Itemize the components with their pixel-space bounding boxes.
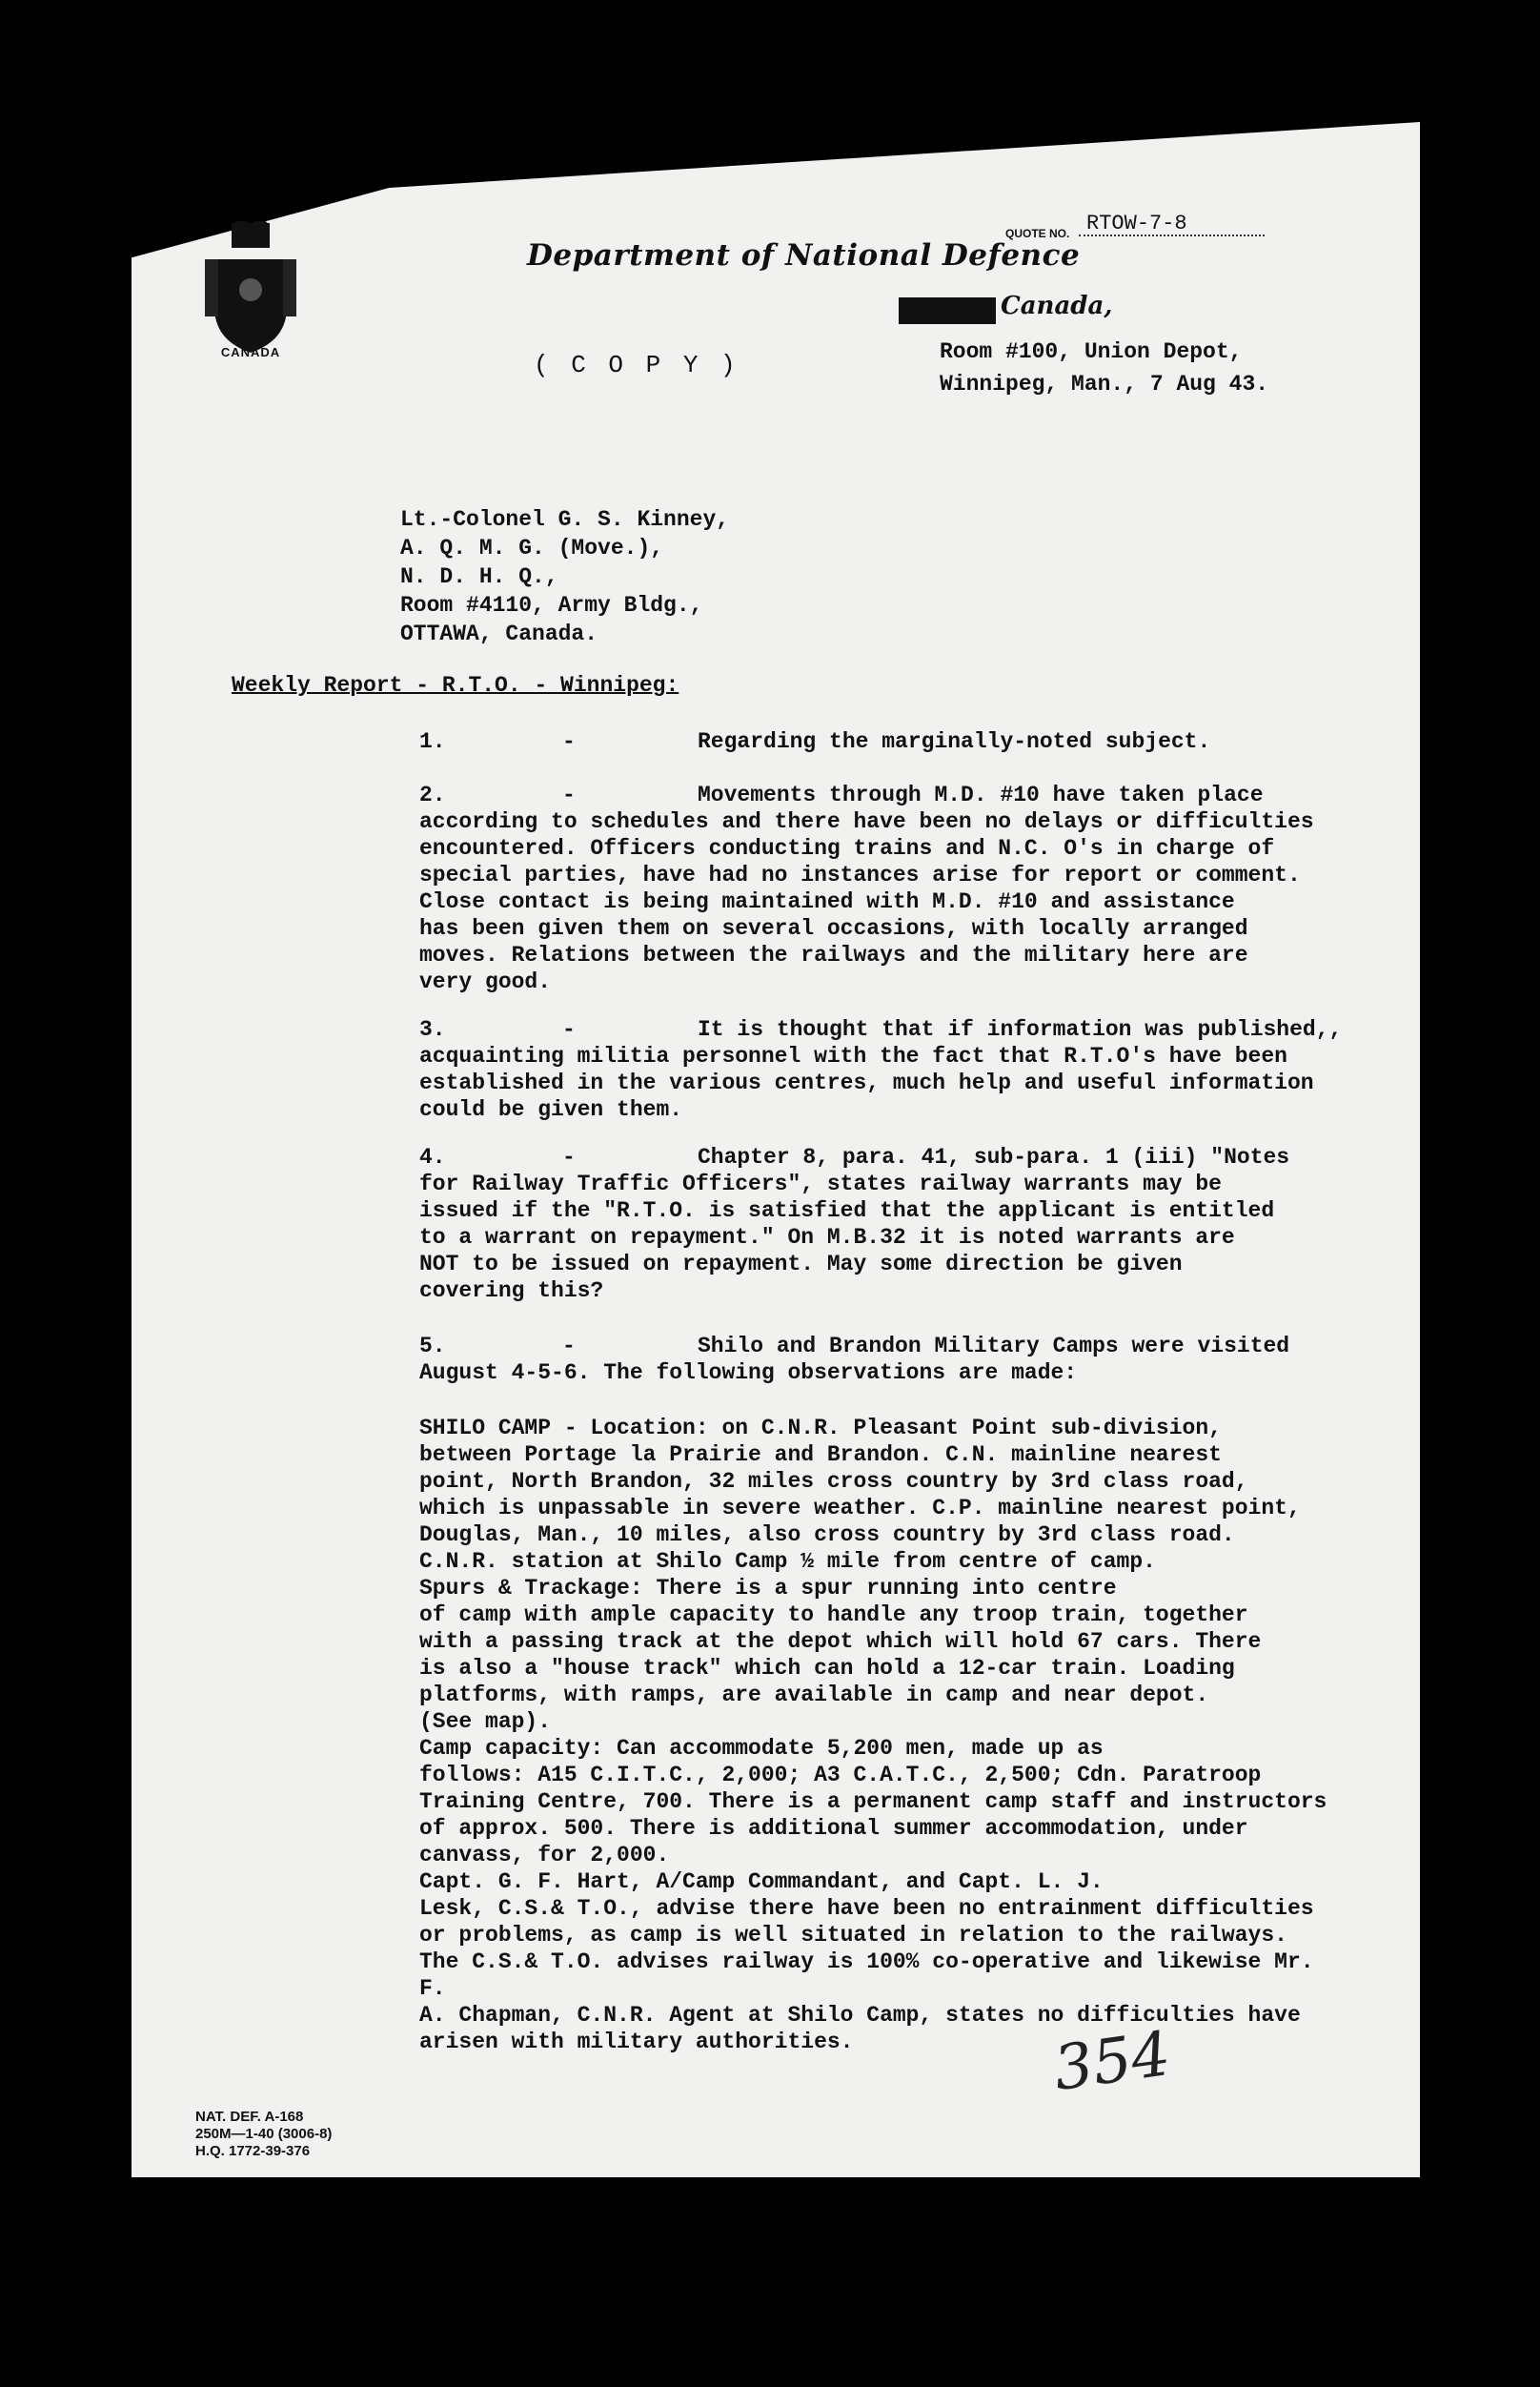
quote-underline xyxy=(1079,235,1265,236)
redaction-bar xyxy=(899,297,996,324)
crest-label: CANADA xyxy=(220,345,281,359)
paragraph-4 xyxy=(419,1144,1344,1304)
recipient-block xyxy=(400,505,729,648)
paragraph-body: for Railway Traffic Officers", states railway warrants may be issued if the "R.T.O. is satisfied that the applicant is entitled to a warrant on repayment." On M.B.32 it is noted warrants are NOT to be issued on repayment. May some direction be given covering this? xyxy=(419,1172,1275,1303)
paragraph-dash: - xyxy=(562,1145,576,1170)
shilo-camp-section: SHILO CAMP - Location: on C.N.R. Pleasant Point sub-division, between Portage la Prairie and Brandon. C.N. mainline nearest point, North Brandon, 32 miles cross country by 3rd class road, which is unpassable in severe weather. C.P. mainline nearest point, Douglas, Man., 10 miles, also cross country by 3rd class road. C.N.R. station at Shilo Camp ½ mile from centre of camp. Spurs & Trackage: There is a spur running into centre of camp with ample capacity to handle any troop train, together with a passing track at the depot which will hold 67 cars. There is also a "house track" which can hold a 12-car train. Loading platforms, with ramps, are available in camp and near depot. (See map). Camp capacity: Can accommodate 5,200 men, made up as follows: A15 C.I.T.C., 2,000; A3 C.A.T.C., 2,500; Cdn. Paratroop Training Centre, 700. There is a permanent camp staff and instructors of approx. 500. There is additional summer accommodation, under canvass, for 2,000. Capt. G. F. Hart, A/Camp Commandant, and Capt. L. J. Lesk, C.S.& T.O., advise there have been no entrainment difficulties or problems, as camp is well situated in relation to the railways. The C.S.& T.O. advises railway is 100% co-operative and likewise Mr. F. A. Chapman, C.N.R. Agent at Shilo Camp, states no difficulties have arisen with military authorities. xyxy=(419,1416,1327,2054)
paragraph-number: 4. xyxy=(419,1145,446,1170)
paragraph-number: 2. xyxy=(419,783,446,807)
address-line-1: Room #100, Union Depot, xyxy=(940,339,1243,364)
quote-number: RTOW-7-8 xyxy=(1086,212,1187,235)
paragraph-2 xyxy=(419,782,1344,995)
subject-line: Weekly Report - R.T.O. - Winnipeg: xyxy=(232,673,679,698)
paragraph-dash: - xyxy=(562,1334,576,1358)
paragraph-dash: - xyxy=(562,729,576,754)
paragraph-dash: - xyxy=(562,1017,576,1042)
paragraph-5 xyxy=(419,1333,1344,1386)
address-line-2: Winnipeg, Man., 7 Aug 43. xyxy=(940,372,1269,397)
paragraph-3 xyxy=(419,1016,1344,1123)
paragraph-number: 5. xyxy=(419,1334,446,1358)
copy-mark: ( C O P Y ) xyxy=(534,351,740,379)
paragraph-1 xyxy=(419,728,1344,755)
paragraph-lead: Movements through M.D. #10 have taken place xyxy=(698,783,1264,807)
form-print-line: 250M—1-40 (3006-8) xyxy=(195,2126,333,2142)
recipient-line: N. D. H. Q., xyxy=(400,564,558,589)
form-footer xyxy=(195,2109,332,2160)
paragraph-lead: Chapter 8, para. 41, sub-para. 1 (iii) "Notes xyxy=(698,1145,1290,1170)
department-title: Department of National Defence xyxy=(527,238,1081,273)
paragraph-lead: Regarding the marginally-noted subject. xyxy=(698,729,1211,754)
canada-crest-icon xyxy=(205,221,296,355)
recipient-line: A. Q. M. G. (Move.), xyxy=(400,536,664,561)
recipient-line: Room #4110, Army Bldg., xyxy=(400,593,703,618)
recipient-line: OTTAWA, Canada. xyxy=(400,622,598,646)
paragraph-number: 3. xyxy=(419,1017,446,1042)
paragraph-body: according to schedules and there have been no delays or difficulties encountered. Officers conducting trains and N.C. O's in charge of special parties, have had no instances arise for report or comment. Close contact is being maintained with M.D. #10 and assistance has been given them on several occasions, with locally arranged moves. Relations between the railways and the military here are very good. xyxy=(419,809,1314,994)
country-line: Canada, xyxy=(1001,292,1113,320)
quote-label: QUOTE NO. xyxy=(1005,227,1070,240)
paragraph-dash: - xyxy=(562,783,576,807)
sender-address xyxy=(940,336,1268,400)
paragraph-body: acquainting militia personnel with the fact that R.T.O's have been established in the various centres, much help and useful information could be given them. xyxy=(419,1044,1314,1122)
form-number: NAT. DEF. A-168 xyxy=(195,2109,304,2125)
handwritten-page-number: 354 xyxy=(1049,2018,1175,2106)
form-hq-line: H.Q. 1772-39-376 xyxy=(195,2143,311,2159)
paragraph-lead: Shilo and Brandon Military Camps were visited xyxy=(698,1334,1290,1358)
paragraph-number: 1. xyxy=(419,729,446,754)
paragraph-body: August 4-5-6. The following observations are made: xyxy=(419,1360,1078,1385)
paragraph-lead: It is thought that if information was published,, xyxy=(698,1017,1343,1042)
recipient-line: Lt.-Colonel G. S. Kinney, xyxy=(400,507,730,532)
